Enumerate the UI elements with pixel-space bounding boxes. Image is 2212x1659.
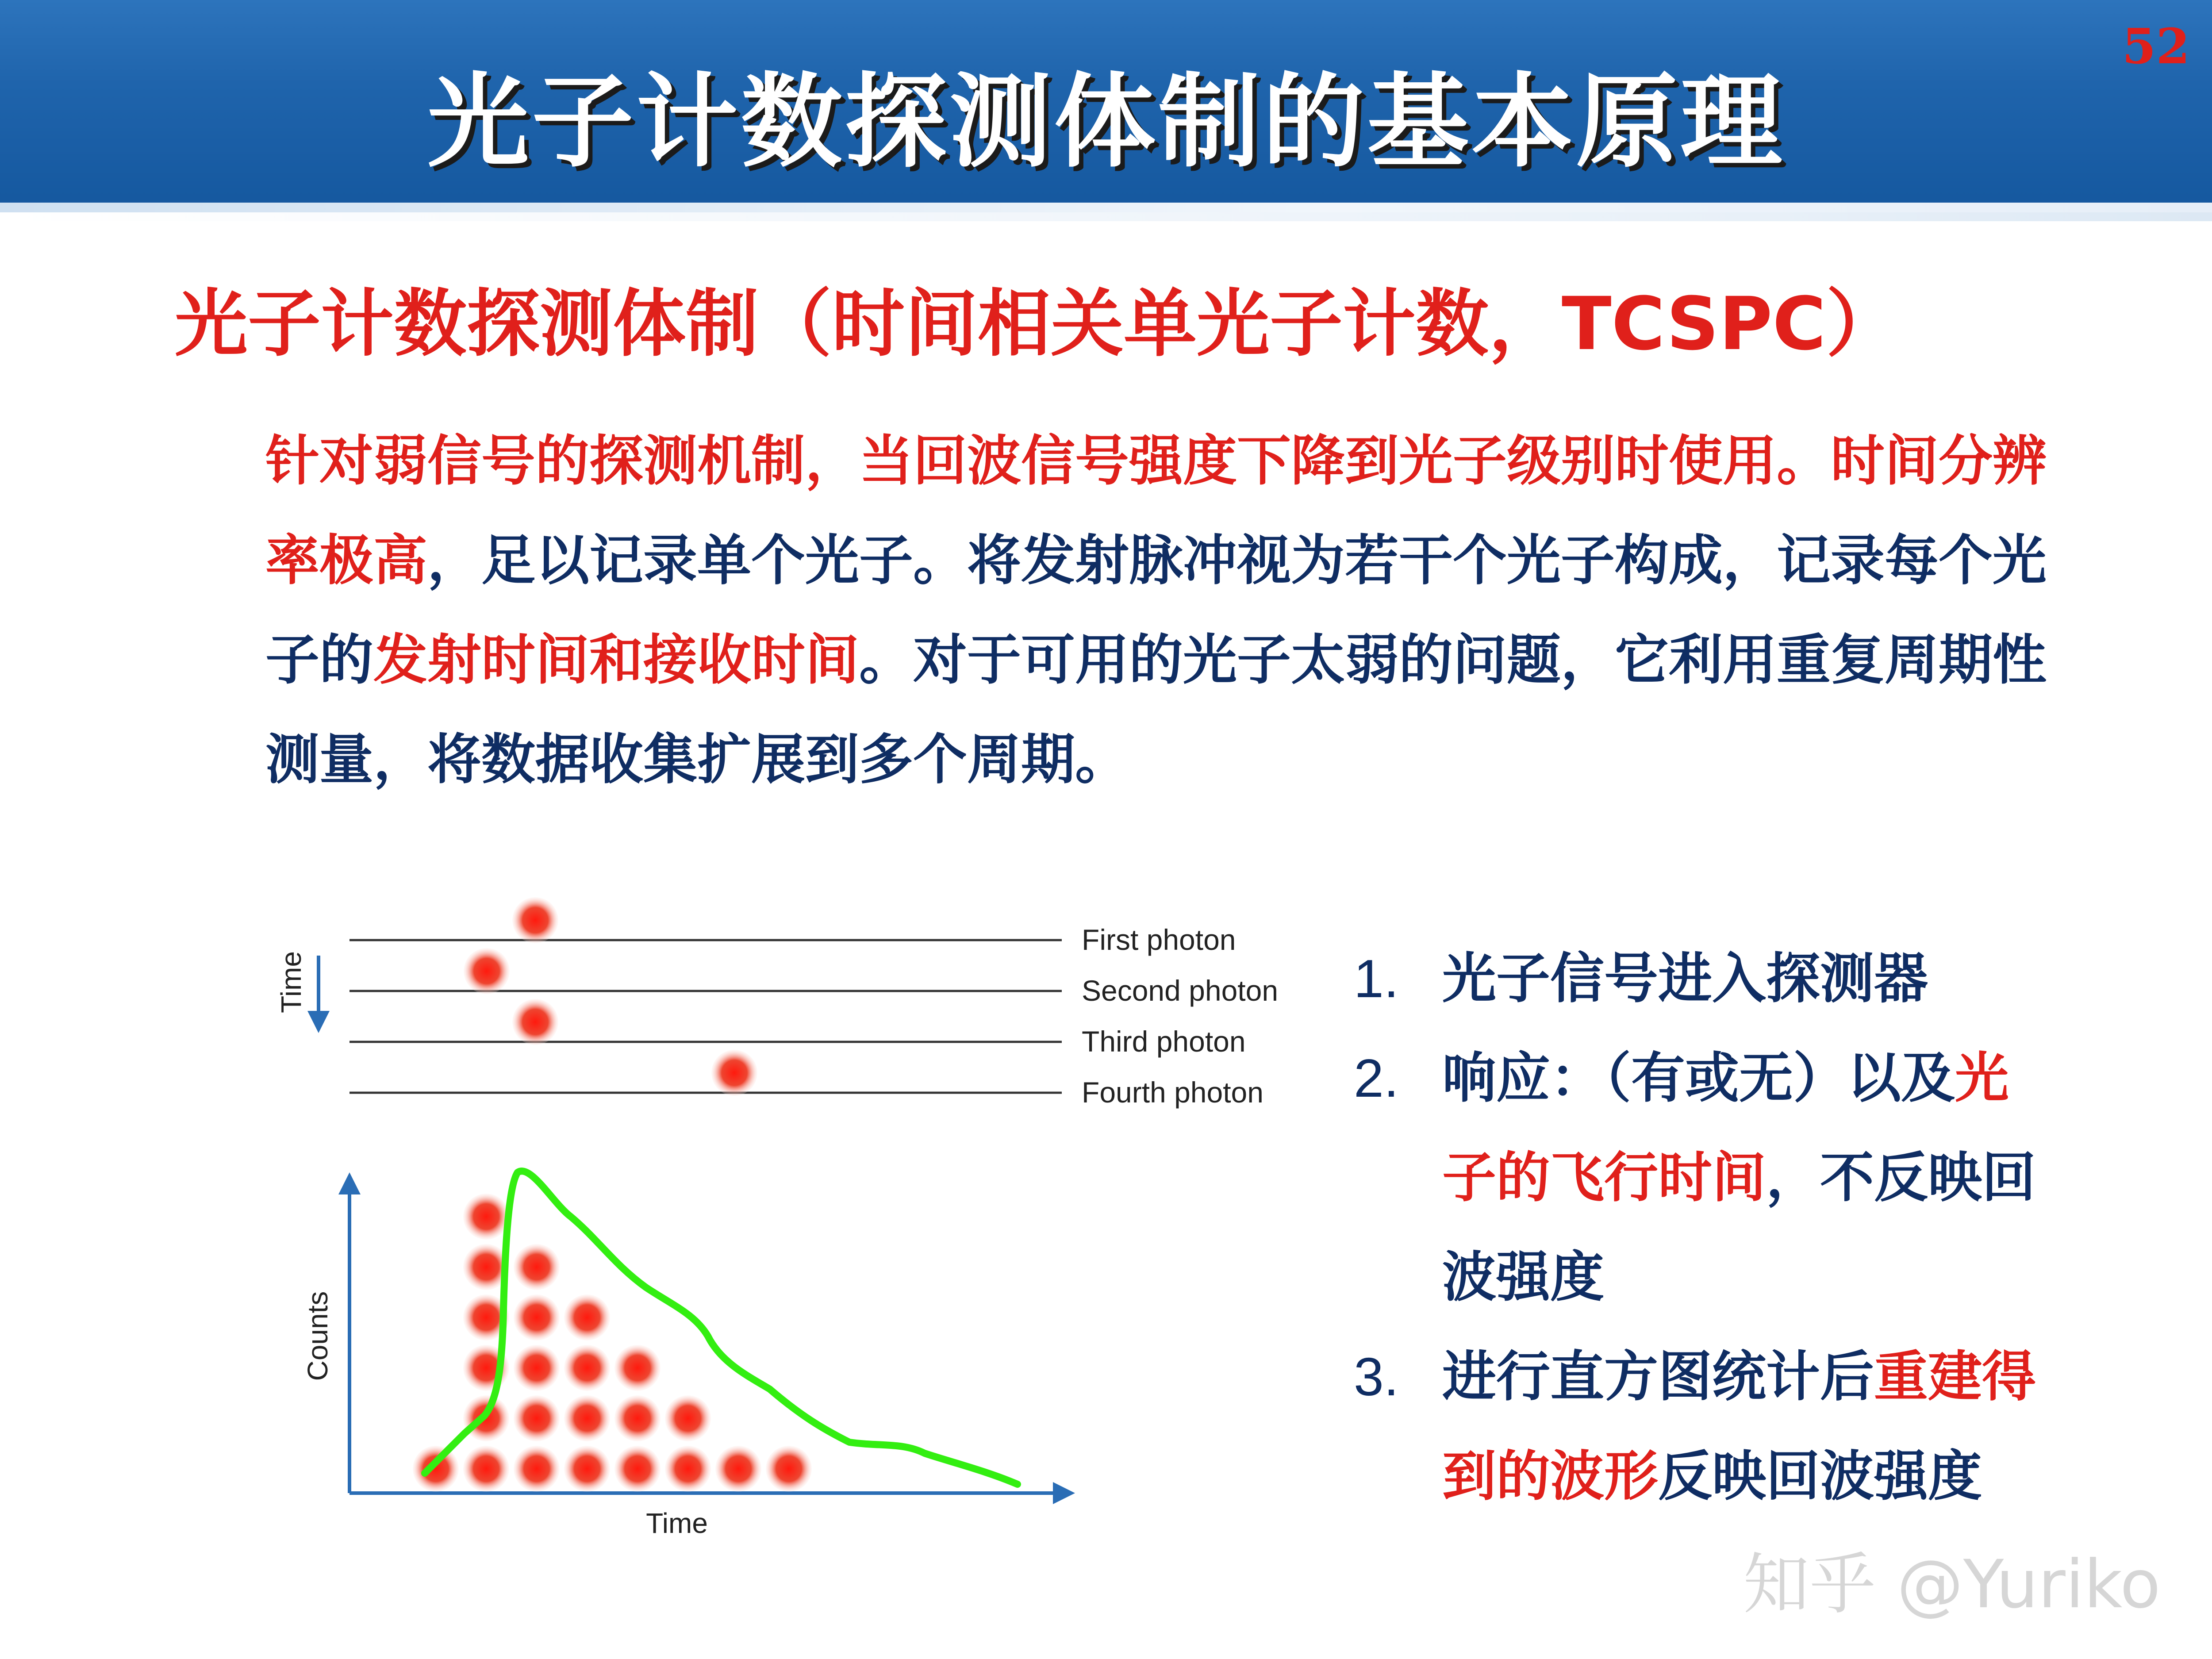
step-item-2: [1354, 1029, 2062, 1327]
photon-dot-first: [512, 897, 558, 943]
photon-dot-second: [464, 948, 510, 994]
photon-label-second: Second photon: [1082, 974, 1279, 1007]
step-text: 响应：（有或无）以及: [1442, 1047, 1955, 1110]
paragraph-text: ，足以记录单个光子。将发射脉冲视为若干个光子构成，记录每个光子的: [265, 529, 2047, 691]
histogram-dots: [413, 1194, 812, 1492]
time-axis-top: [275, 951, 330, 1033]
histogram-dot: [614, 1446, 661, 1492]
time-axis-arrow-icon: [307, 1011, 330, 1033]
histogram-y-arrow-icon: [338, 1172, 361, 1194]
step-item-1: [1354, 929, 2062, 1029]
step-text: 反映回波强度: [1658, 1445, 1982, 1508]
histogram-x-arrow-icon: [1053, 1482, 1075, 1504]
paragraph-text-end: 。对于可用的光子太弱的问题，它利用重复周期性测量，将数据收集扩展到多个周期。: [265, 629, 2047, 791]
histogram-dot: [413, 1446, 459, 1492]
page-number: 52: [2122, 18, 2190, 75]
histogram-dot: [514, 1244, 560, 1290]
histogram-dot: [514, 1345, 560, 1391]
histogram-x-label: Time: [646, 1507, 708, 1539]
histogram-dot: [564, 1294, 610, 1340]
slide-subtitle: 光子计数探测体制（时间相关单光子计数，TCSPC）: [175, 281, 1899, 366]
header-divider: [0, 203, 2212, 212]
paragraph-highlight-intro: 针对弱信号的探测机制，当回波信号强度下降到光子级别时使用。时间分辨率极高: [265, 430, 2047, 592]
histogram-dot: [614, 1395, 661, 1441]
time-axis-label: Time: [275, 951, 307, 1013]
histogram-dot: [564, 1345, 610, 1391]
step-text: 进行直方图统计后: [1442, 1345, 1874, 1408]
histogram-dot: [564, 1395, 610, 1441]
tcspc-diagram: [261, 867, 1301, 1540]
histogram-dot: [766, 1446, 812, 1492]
step-text: 光子信号进入探测器: [1442, 947, 1928, 1010]
step-text: ，不反映回波强度: [1442, 1146, 2036, 1309]
photon-label-first: First photon: [1082, 923, 1236, 956]
steps-list: [1354, 929, 2062, 1526]
histogram-dot: [463, 1446, 509, 1492]
histogram-envelope-curve: [425, 1171, 1018, 1484]
step-item-3: [1354, 1327, 2062, 1526]
step-text-highlight: 光子的飞行时间: [1442, 1047, 2009, 1209]
photon-label-fourth: Fourth photon: [1082, 1076, 1263, 1109]
histogram-dot: [715, 1446, 761, 1492]
watermark: 知乎 @Yuriko: [1743, 1546, 2161, 1623]
histogram-dot: [614, 1345, 661, 1391]
photon-timelines: [349, 897, 1278, 1109]
histogram-dot: [665, 1395, 711, 1441]
histogram-dot: [514, 1294, 560, 1340]
histogram-dot: [665, 1446, 711, 1492]
step-number: 2.: [1354, 1048, 1399, 1108]
step-text-highlight: 重建得到的波形: [1442, 1345, 2036, 1508]
slide-title: 光子计数探测体制的基本原理: [427, 63, 1785, 181]
histogram-dot: [514, 1446, 560, 1492]
step-number: 3.: [1354, 1347, 1399, 1407]
photon-label-third: Third photon: [1082, 1025, 1246, 1058]
step-number: 1.: [1354, 949, 1399, 1009]
histogram-dot: [463, 1194, 509, 1240]
body-paragraph: [265, 411, 2057, 810]
histogram-y-label: Counts: [302, 1291, 334, 1381]
photon-dot-fourth: [711, 1050, 757, 1096]
histogram-dot: [514, 1395, 560, 1441]
header-divider-light: [0, 212, 2212, 221]
tcspc-figure: [261, 867, 1301, 1540]
photon-dot-third: [512, 999, 558, 1045]
histogram-dot: [564, 1446, 610, 1492]
paragraph-highlight-times: 发射时间和接收时间: [373, 629, 859, 691]
